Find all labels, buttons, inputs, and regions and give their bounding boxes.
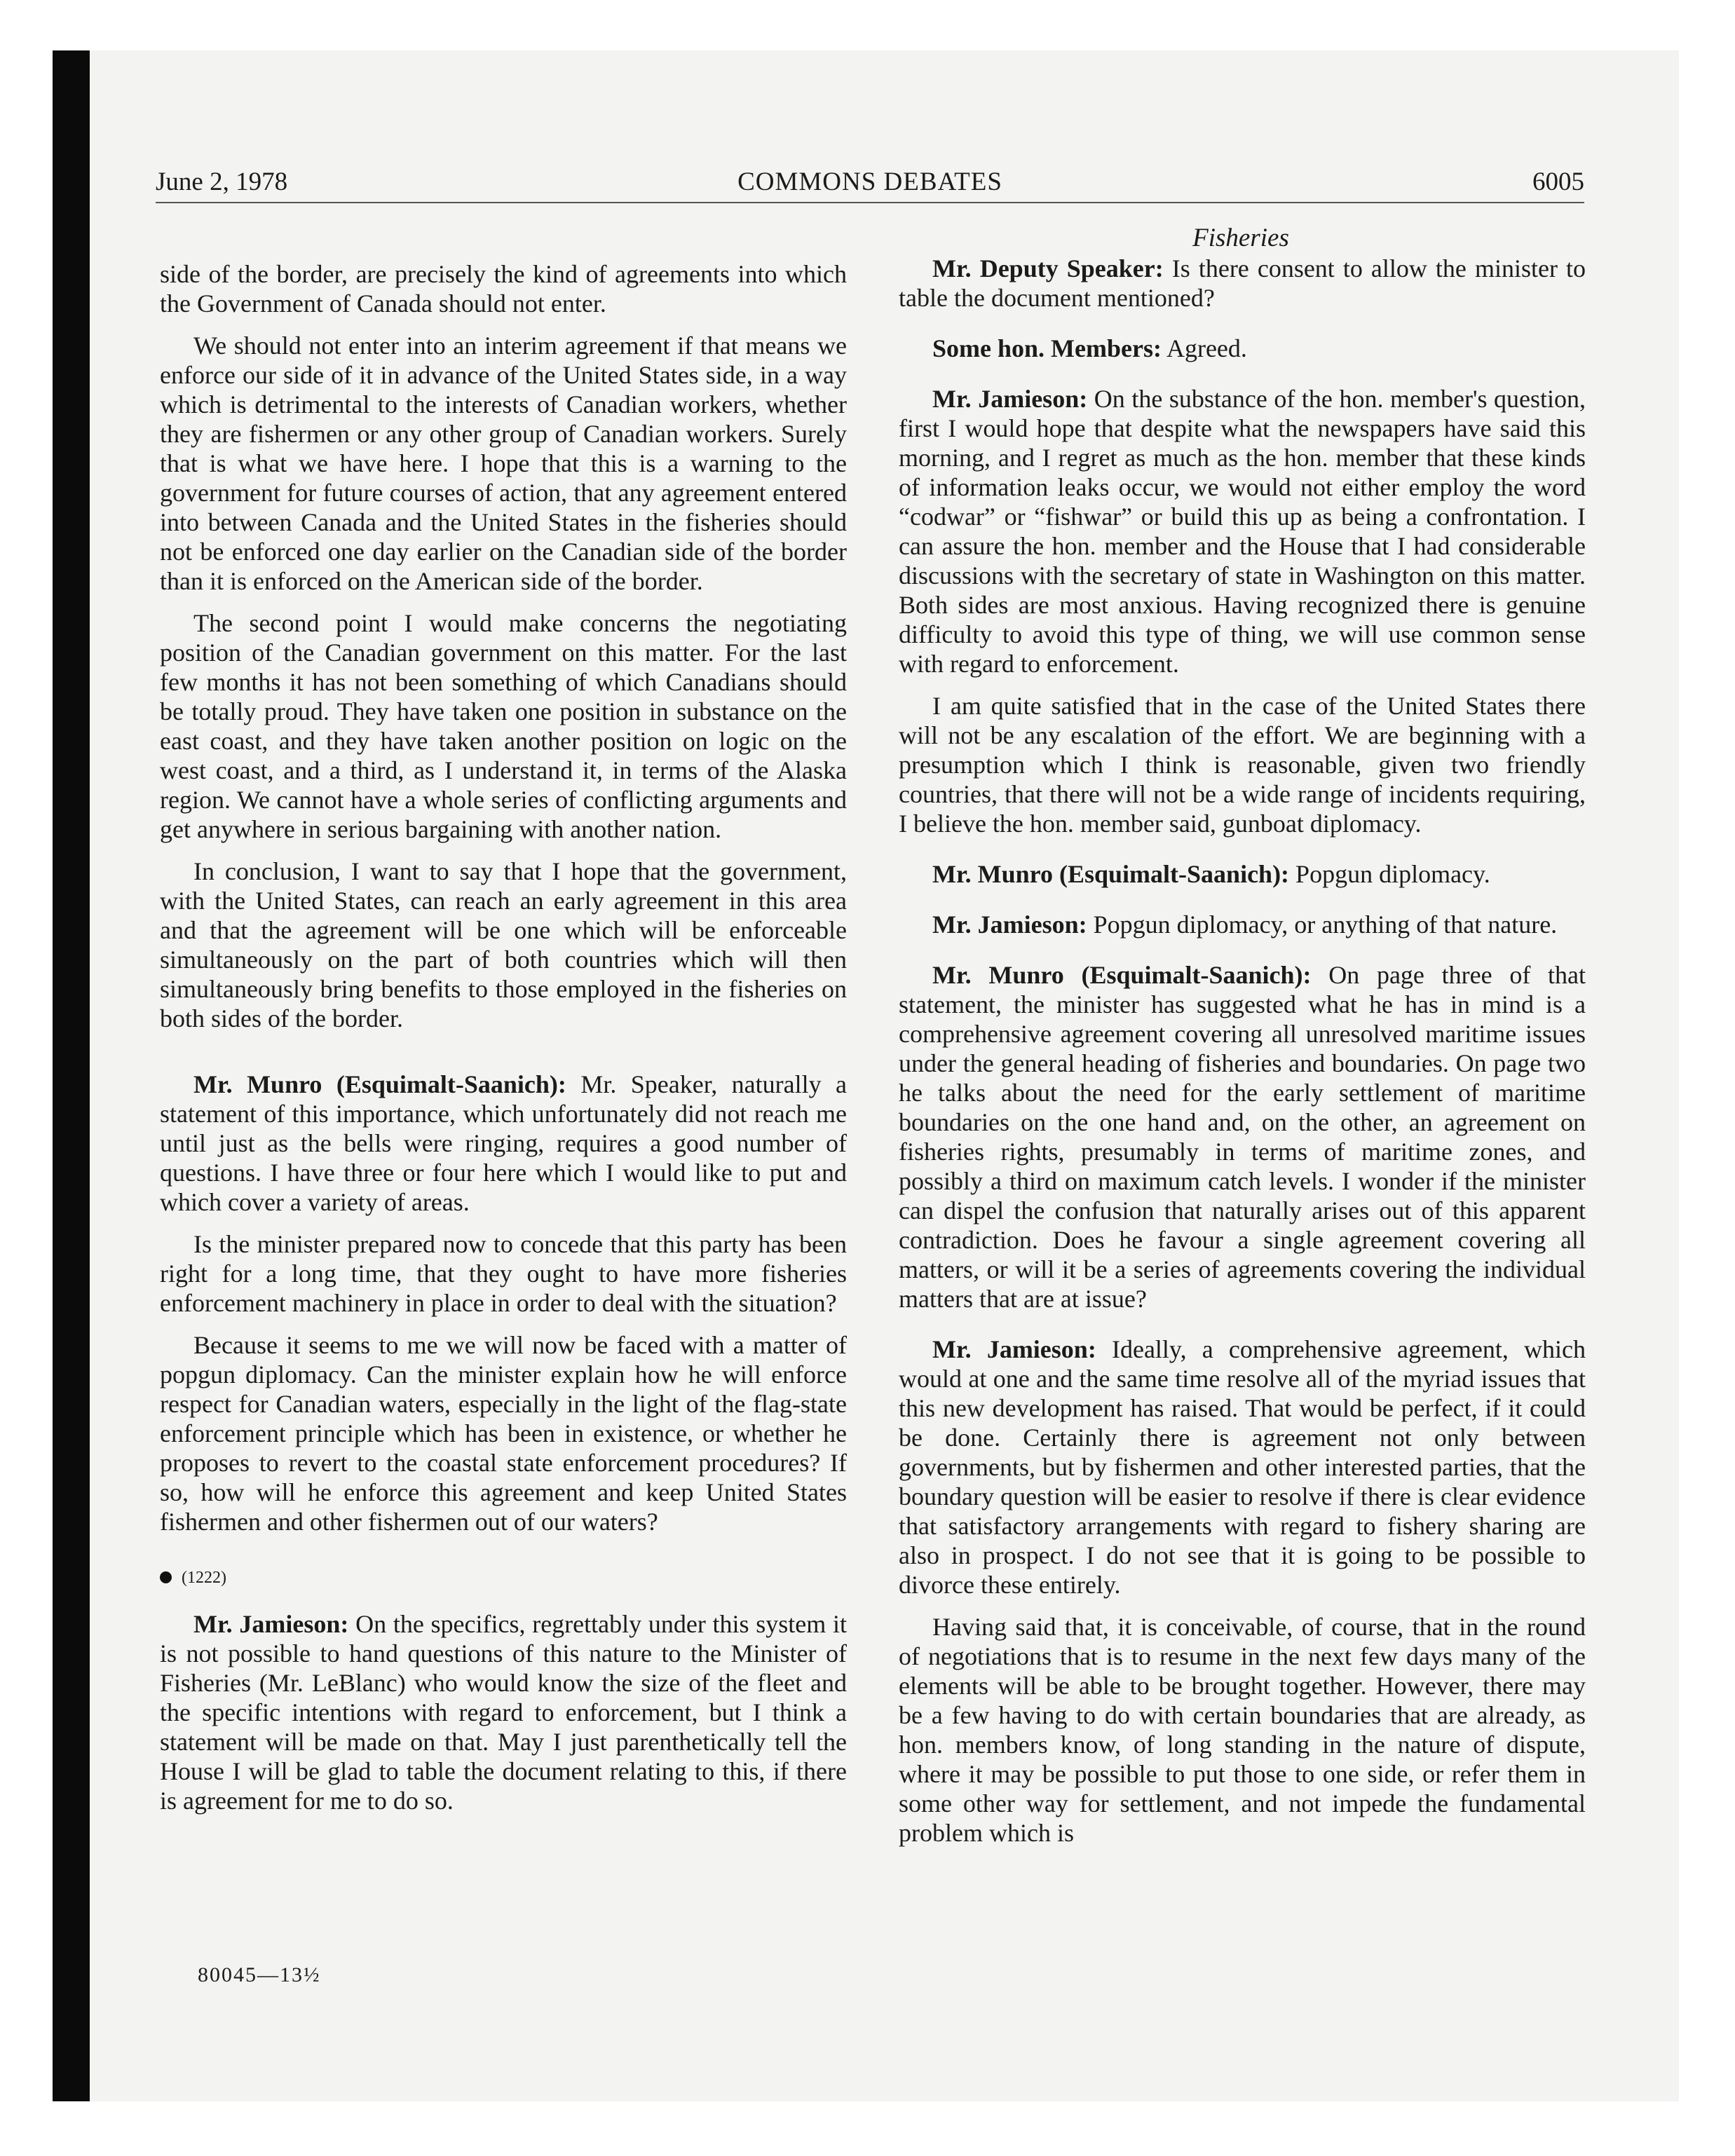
paragraph (160, 331, 847, 596)
time-stamp-text: (1222) (182, 1569, 226, 1587)
header-page-number: 6005 (1532, 168, 1584, 196)
speech (899, 859, 1586, 889)
paragraph-text: We should not enter into an interim agreement if that means we enforce our side of it in advance of the United States side, in a way which is detrimental to the interests of Canadian workers, whether they are fishermen or any other group of Canadian workers. Surely that is what we have here. I hope that this is a warning to the government for future courses of action, that any agreement entered into between Canada and the United States in the fisheries should not be enforced one day earlier on the Canadian side of the border than it is enforced on the American side of the border. (160, 332, 847, 595)
bullet-dot-icon (160, 1571, 172, 1583)
paragraph-text: I am quite satisfied that in the case of the United States there will not be any escalation of the effort. We are beginning with a presumption which I think is reasonable, given two friendly countries, that there will not be a wide range of incidents requiring, I believe the hon. member said, gunboat diplomacy. (899, 692, 1586, 838)
speaker-name: Mr. Deputy Speaker: (932, 254, 1164, 282)
speech (899, 910, 1586, 939)
paragraph (160, 857, 847, 1033)
section-heading: Fisheries (1192, 224, 1289, 252)
left-column (160, 259, 847, 1828)
paragraph-text: Is the minister prepared now to concede that this party has been right for a long time, that they ought to have more fisheries enforcement machinery in place in order to deal with the situation? (160, 1230, 847, 1317)
header-journal-title: COMMONS DEBATES (737, 168, 1002, 196)
speech-text: Agreed. (1166, 334, 1247, 362)
speaker-name: Some hon. Members: (932, 334, 1162, 362)
paragraph-text: The second point I would make concerns the negotiating position of the Canadian government on this matter. For the last few months it has not been something of which Canadians should be totally proud. They have taken one position in substance on the east coast, and they have taken another position on logic on the west coast, and a third, as I understand it, in terms of the Alaska region. We cannot have a whole series of conflicting arguments and get anywhere in serious bargaining with another nation. (160, 609, 847, 843)
speaker-name: Mr. Munro (Esquimalt-Saanich): (932, 860, 1290, 888)
speech-text: On page three of that statement, the minister has suggested what he has in mind is a comprehensive agreement covering all unresolved maritime issues under the general heading of fisheries and boundaries. On page two he talks about the need for the early settlement of maritime boundaries on the one hand and, on the other, an agreement on fisheries rights, presumably in terms of maritime zones, and possibly a third on maximum catch levels. I wonder if the minister can dispel the confusion that naturally arises out of this apparent contradiction. Does he favour a single agreement covering all matters, or will it be a series of agreements covering the individual matters that are at issue? (899, 961, 1586, 1313)
paragraph-text: Because it seems to me we will now be faced with a matter of popgun diplomacy. Can the minister explain how he will enforce respect for Canadian waters, especially in the light of the flag-state enforcement principle which has been in existence, or whether he proposes to revert to the coastal state enforcement procedures? If so, how will he enforce this agreement and keep United States fishermen and other fishermen out of our waters? (160, 1331, 847, 1536)
speech (160, 1070, 847, 1217)
running-header (156, 163, 1584, 203)
paragraph-text: side of the border, are precisely the kind of agreements into which the Government of Canada should not enter. (160, 260, 847, 318)
paragraph-text: In conclusion, I want to say that I hope that the government, with the United States, can reach an early agreement in this area and that the agreement will be one which will be enforceable simultaneously on the part of both countries which will then simultaneously bring benefits to those employed in the fisheries on both sides of the border. (160, 857, 847, 1032)
speech (899, 334, 1586, 363)
paragraph (160, 1229, 847, 1318)
speaker-name: Mr. Jamieson: (932, 910, 1087, 939)
paragraph (160, 259, 847, 318)
speaker-name: Mr. Munro (Esquimalt-Saanich): (932, 961, 1312, 989)
speech (899, 384, 1586, 678)
speech-text: Mr. Speaker, naturally a statement of this importance, which unfortunately did not reach me until just as the bells were ringing, requires a good number of questions. I have three or four here which I would like to put and which cover a variety of areas. (160, 1070, 848, 1216)
speech (899, 960, 1586, 1314)
speech (160, 1609, 847, 1815)
speaker-name: Mr. Jamieson: (932, 1335, 1096, 1363)
speaker-name: Mr. Jamieson: (932, 385, 1088, 413)
paragraph-text: Having said that, it is conceivable, of course, that in the round of negotiations that is to resume in the next few days many of the elements will be able to be brought together. However, there may be a few having to do with certain boundaries that are already, as hon. members know, of long standing in the nature of dispute, where it may be possible to put those to one side, or refer them in some other way for settlement, and not impede the fundamental problem which is (899, 1613, 1586, 1847)
paragraph (160, 1330, 847, 1536)
speech-text: Popgun diplomacy. (1295, 860, 1490, 888)
speech-text: Ideally, a comprehensive agreement, which would at one and the same time resolve all of the myriad issues that this new development has raised. That would be perfect, if it could be done. Certainly there is agreement not only between governments, but by fishermen and other interested parties, that the boundary question will be easier to resolve if there is clear evidence that satisfactory arrangements with regard to fishery sharing are also in prospect. I do not see that it is going to be possible to divorce these entirely. (899, 1335, 1586, 1599)
paragraph (899, 691, 1586, 838)
time-stamp (160, 1567, 847, 1588)
speaker-name: Mr. Jamieson: (193, 1610, 349, 1638)
speaker-name: Mr. Munro (Esquimalt-Saanich): (193, 1070, 566, 1098)
speech-text: On the specifics, regrettably under this system it is not possible to hand questions of this nature to the Minister of Fisheries (Mr. LeBlanc) who would know the size of the fleet and the specific intentions with regard to enforcement, but I think a statement will be made on that. May I just parenthetically tell the House I will be glad to table the document relating to this, if there is agreement for me to do so. (160, 1610, 848, 1815)
speech-text: Popgun diplomacy, or anything of that nature. (1093, 910, 1558, 939)
speech-text: Is there consent to allow the minister to table the document mentioned? (899, 254, 1586, 312)
header-date: June 2, 1978 (156, 168, 288, 196)
paragraph (899, 1612, 1586, 1848)
printer-code: 80045—13½ (198, 1963, 321, 1986)
paragraph (160, 608, 847, 844)
speech-text: On the substance of the hon. member's question, first I would hope that despite what the newspapers have said this morning, and I regret as much as the hon. member that these kinds of information leaks occur, we would not either employ the word “codwar” or “fishwar” or build this up as being a confrontation. I can assure the hon. member and the House that I had considerable discussions with the secretary of state in Washington on this matter. Both sides are most anxious. Having recognized there is genuine difficulty to avoid this type of thing, we will use common sense with regard to enforcement. (899, 385, 1586, 678)
scan-edge-shadow (53, 50, 90, 2101)
speech (899, 254, 1586, 313)
right-column (899, 254, 1586, 1860)
speech (899, 1335, 1586, 1599)
